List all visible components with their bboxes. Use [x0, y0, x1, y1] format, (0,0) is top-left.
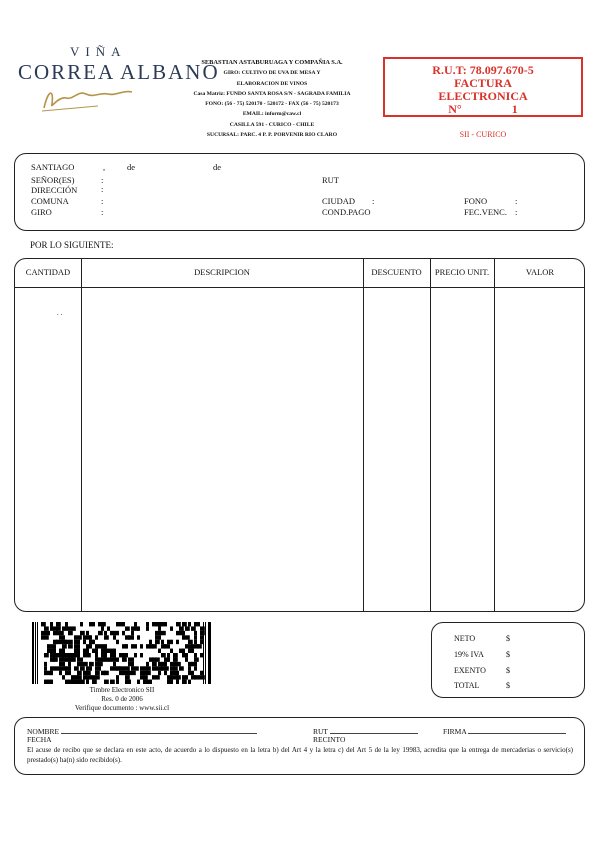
- fono-colon: :: [515, 196, 518, 206]
- logo-vina: VIÑA: [70, 44, 127, 59]
- company-email: EMAIL: inform@caw.cl: [242, 111, 302, 118]
- header-cantidad: CANTIDAD: [25, 267, 71, 277]
- header-descripcion: DESCRIPCION: [194, 267, 250, 277]
- col-divider-2: [363, 259, 364, 611]
- total-neto-label: NETO: [454, 634, 476, 643]
- date-de-2: de: [213, 162, 222, 172]
- rut-line[interactable]: [330, 726, 418, 734]
- doc-type-1: FACTURA: [454, 76, 512, 90]
- senor-label: SEÑOR(ES): [31, 175, 75, 185]
- company-info: [182, 58, 362, 140]
- direccion-colon: :: [101, 184, 104, 194]
- header-precio-unit: PRECIO UNIT.: [434, 267, 490, 277]
- doc-type-2: ELECTRONICA: [438, 89, 528, 103]
- timbre-line-1: Timbre Electronico SII: [89, 686, 155, 694]
- fecvenc-colon: :: [515, 207, 518, 217]
- timbre-line-2: Res. 0 de 2006: [101, 695, 143, 703]
- ciudad-colon: :: [372, 196, 375, 206]
- timbre-line-3: Verifique documento : www.sii.cl: [74, 704, 170, 712]
- fecvenc-label: FEC.VENC.: [464, 207, 507, 217]
- fono-label: FONO: [464, 196, 488, 206]
- giro-label: GIRO: [31, 207, 52, 217]
- total-iva-label: 19% IVA: [454, 650, 484, 659]
- giro-colon: :: [101, 207, 104, 217]
- company-casilla: CASILLA 591 - CURICO - CHILE: [229, 121, 315, 128]
- company-giro-1: GIRO: CULTIVO DE UVA DE MESA Y: [223, 70, 321, 77]
- firma-label: FIRMA: [443, 727, 467, 736]
- doc-number: [385, 103, 581, 116]
- acuse-recibo-box: [14, 717, 585, 775]
- company-phones: FONO: (56 - 75) 520170 - 520172 - FAX (56 - 75) 520173: [205, 101, 339, 108]
- total-total-label: TOTAL: [454, 681, 480, 690]
- totals-box: [431, 622, 585, 698]
- company-matriz: Casa Matriz: FUNDO SANTA ROSA S/N - SAGRADA FAMILIA: [193, 90, 351, 97]
- doc-number-value: 1: [511, 102, 518, 116]
- date-de-1: de: [127, 162, 136, 172]
- firma-field: [443, 726, 566, 736]
- firma-line[interactable]: [468, 726, 566, 734]
- company-name: SEBASTIAN ASTABURUAGA Y COMPAÑIA S.A.: [201, 59, 343, 66]
- rut-number: R.U.T: 78.097.670-5: [432, 63, 534, 77]
- col-divider-4: [494, 259, 495, 611]
- comuna-label: COMUNA: [31, 196, 69, 206]
- direccion-label: DIRECCIÓN: [31, 185, 78, 195]
- col-divider-1: [81, 259, 82, 611]
- total-exento-label: EXENTO: [454, 666, 486, 675]
- recinto-label: RECINTO: [313, 735, 346, 744]
- client-box: [14, 153, 585, 231]
- header-divider: [15, 287, 584, 288]
- header-valor: VALOR: [525, 267, 555, 277]
- timbre-info: [32, 686, 212, 713]
- nombre-label: NOMBRE: [27, 727, 60, 736]
- nombre-line[interactable]: [61, 726, 257, 734]
- rut-box: [383, 57, 583, 117]
- company-giro-2: ELABORACION DE VINOS: [236, 80, 308, 87]
- col-divider-3: [430, 259, 431, 611]
- acuse-text: El acuse de recibo que se declara en este acto, de acuerdo a lo dispuesto en la letra b) del Art 4 y la letra c) del Art 5 de la ley 19983, acredita que la entrega de mercaderias o servicio(s) prestado(s) ha(n) sido recibido(s).: [27, 746, 573, 764]
- senor-colon: :: [101, 175, 104, 185]
- fecha-label: FECHA: [27, 735, 52, 744]
- city: SANTIAGO: [31, 162, 75, 172]
- condpago-label: COND.PAGO: [322, 207, 371, 217]
- company-sucursal: SUCURSAL: PARC. 4 P. P. PORVENIR RIO CLARO: [206, 132, 338, 139]
- sign-rut-label: RUT: [313, 727, 328, 736]
- total-neto-currency: $: [506, 634, 510, 643]
- header-descuento: DESCUENTO: [371, 267, 422, 277]
- rut-label: RUT: [322, 175, 339, 185]
- sii-office: SII - CURICO: [459, 130, 507, 139]
- doc-number-label: N°: [448, 102, 462, 116]
- comuna-colon: :: [101, 196, 104, 206]
- item-row-mark: . .: [57, 309, 63, 317]
- nombre-field: [27, 726, 257, 736]
- logo-name: CORREA ALBANO: [18, 60, 220, 84]
- total-exento-currency: $: [506, 666, 510, 675]
- pdf417-barcode-icon: [32, 622, 212, 684]
- ciudad-label: CIUDAD: [322, 196, 356, 206]
- signature-logo-icon: [38, 84, 138, 114]
- items-table: [14, 258, 585, 612]
- date-comma: ,: [103, 162, 106, 172]
- total-iva-currency: $: [506, 650, 510, 659]
- por-lo-siguiente: POR LO SIGUIENTE:: [30, 240, 114, 250]
- total-total-currency: $: [506, 681, 510, 690]
